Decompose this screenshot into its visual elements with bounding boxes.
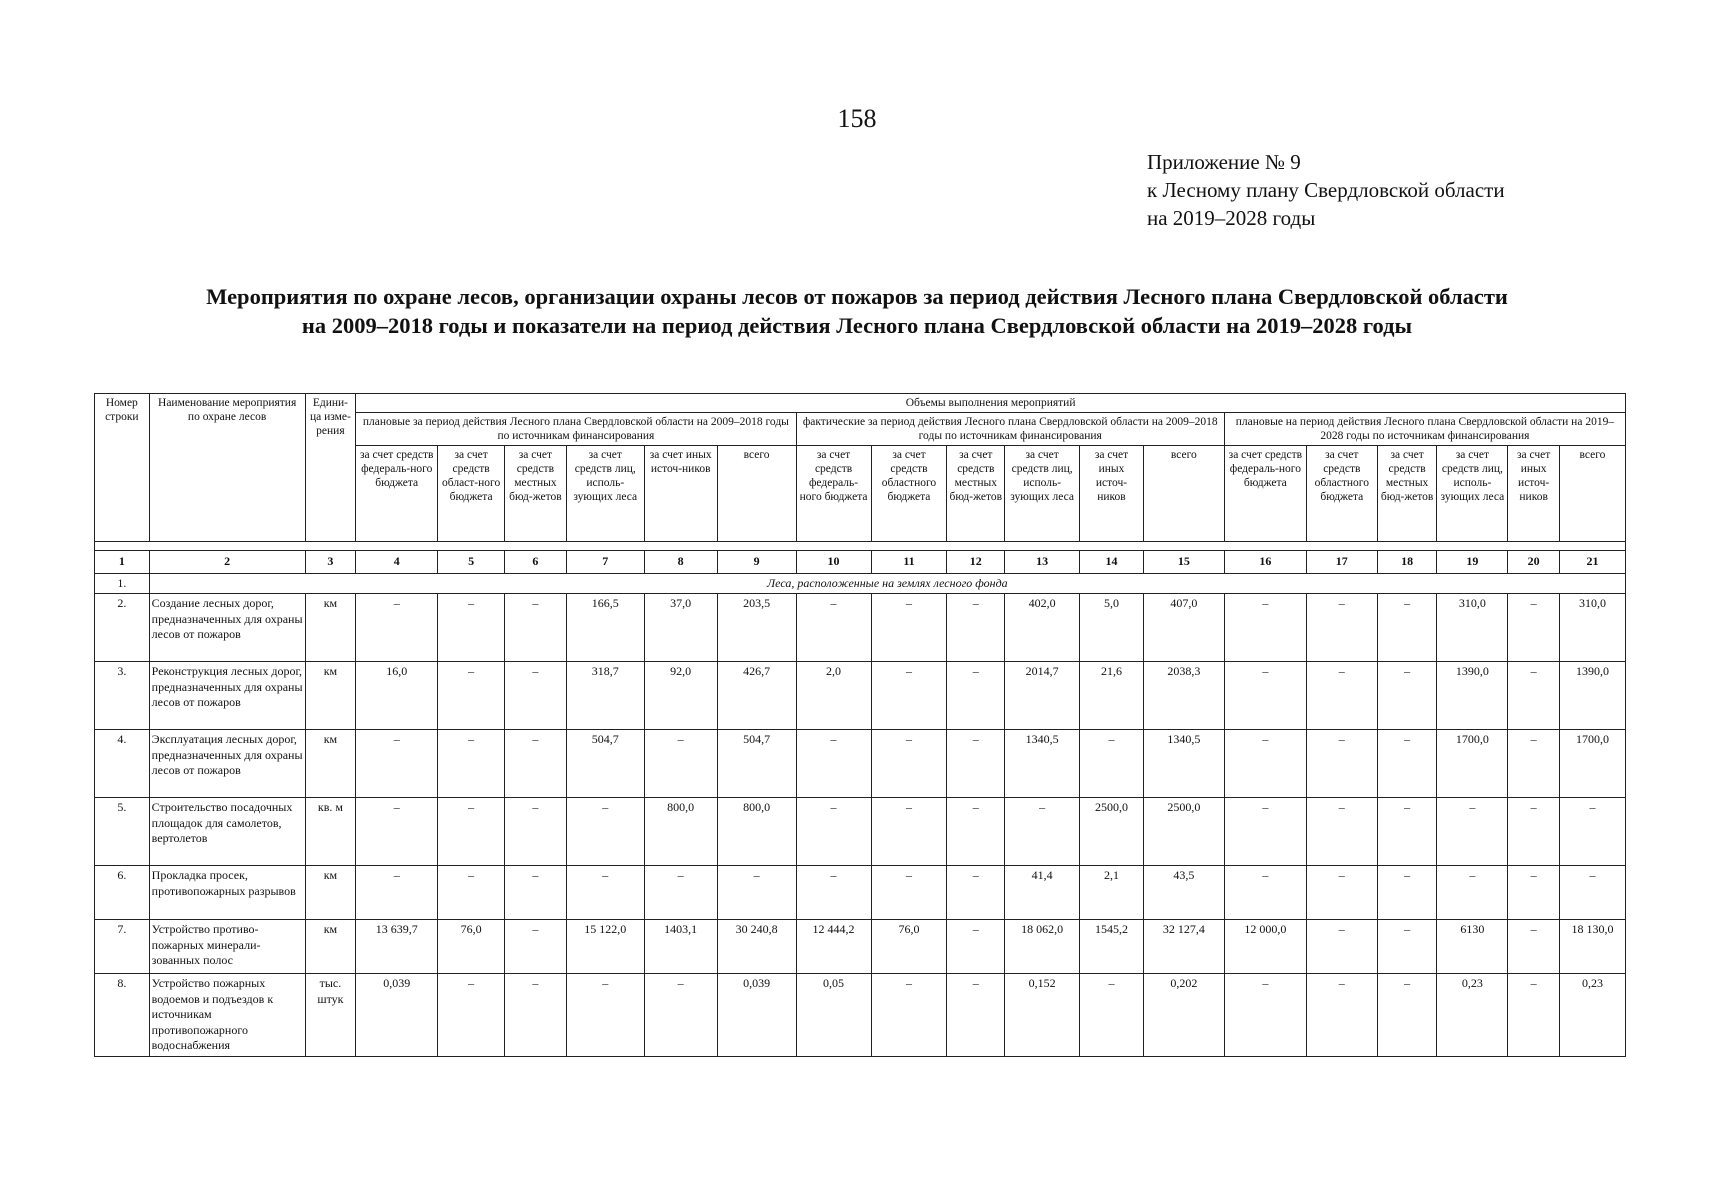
- value-cell: 76,0: [871, 920, 947, 974]
- value-cell: 18 130,0: [1559, 920, 1625, 974]
- value-cell: 37,0: [644, 594, 717, 662]
- value-cell: –: [1508, 662, 1560, 730]
- title-line-1: Мероприятия по охране лесов, организации охраны лесов от пожаров за период действия Лесного плана Свердловской области: [206, 284, 1508, 309]
- value-cell: 318,7: [566, 662, 644, 730]
- header-source-1-6: всего: [717, 446, 796, 542]
- value-cell: –: [796, 798, 871, 866]
- column-number: 3: [305, 551, 356, 574]
- column-numbers-row: [95, 551, 1626, 574]
- column-number: 20: [1508, 551, 1560, 574]
- column-number: 8: [644, 551, 717, 574]
- table-row: [95, 798, 1626, 866]
- value-cell: –: [566, 798, 644, 866]
- value-cell: –: [1437, 866, 1508, 920]
- value-cell: 800,0: [644, 798, 717, 866]
- value-cell: –: [871, 730, 947, 798]
- value-cell: –: [505, 662, 567, 730]
- value-cell: –: [505, 974, 567, 1057]
- value-cell: –: [796, 866, 871, 920]
- value-cell: –: [1306, 920, 1377, 974]
- value-cell: –: [356, 730, 438, 798]
- value-cell: 6130: [1437, 920, 1508, 974]
- column-number: 2: [149, 551, 305, 574]
- value-cell: 16,0: [356, 662, 438, 730]
- value-cell: 426,7: [717, 662, 796, 730]
- value-cell: 1700,0: [1437, 730, 1508, 798]
- value-cell: –: [871, 662, 947, 730]
- header-source-2-3: за счет средств местных бюд-жетов: [947, 446, 1005, 542]
- value-cell: –: [505, 730, 567, 798]
- value-cell: 1700,0: [1559, 730, 1625, 798]
- value-cell: 0,05: [796, 974, 871, 1057]
- column-number: 1: [95, 551, 150, 574]
- value-cell: 2014,7: [1005, 662, 1080, 730]
- value-cell: –: [1437, 798, 1508, 866]
- value-cell: –: [1306, 866, 1377, 920]
- value-cell: 12 000,0: [1224, 920, 1306, 974]
- measure-name: Строительство посадочных площадок для самолетов, вертолетов: [149, 798, 305, 866]
- header-source-1-2: за счет средств област-ного бюджета: [438, 446, 505, 542]
- header-source-2-4: за счет средств лиц, исполь-зующих леса: [1005, 446, 1080, 542]
- value-cell: 18 062,0: [1005, 920, 1080, 974]
- measure-name: Реконструкция лесных дорог, предназначенных для охраны лесов от пожаров: [149, 662, 305, 730]
- value-cell: 0,152: [1005, 974, 1080, 1057]
- value-cell: –: [947, 798, 1005, 866]
- header-volumes: Объемы выполнения мероприятий: [356, 394, 1626, 413]
- value-cell: –: [505, 594, 567, 662]
- value-cell: –: [947, 662, 1005, 730]
- value-cell: 1390,0: [1559, 662, 1625, 730]
- value-cell: –: [1306, 798, 1377, 866]
- measure-unit: км: [305, 730, 356, 798]
- value-cell: –: [566, 974, 644, 1057]
- value-cell: –: [947, 730, 1005, 798]
- value-cell: –: [644, 866, 717, 920]
- value-cell: 0,23: [1559, 974, 1625, 1057]
- header-row-1: [95, 394, 1626, 413]
- value-cell: 13 639,7: [356, 920, 438, 974]
- value-cell: –: [1559, 798, 1625, 866]
- value-cell: –: [1377, 920, 1437, 974]
- value-cell: 1340,5: [1143, 730, 1224, 798]
- value-cell: –: [644, 974, 717, 1057]
- value-cell: 203,5: [717, 594, 796, 662]
- value-cell: –: [1306, 594, 1377, 662]
- table-row: [95, 730, 1626, 798]
- value-cell: 41,4: [1005, 866, 1080, 920]
- value-cell: –: [947, 866, 1005, 920]
- value-cell: 1390,0: [1437, 662, 1508, 730]
- value-cell: –: [1005, 798, 1080, 866]
- value-cell: –: [505, 920, 567, 974]
- value-cell: 310,0: [1559, 594, 1625, 662]
- value-cell: –: [871, 974, 947, 1057]
- row-number: 5.: [95, 798, 150, 866]
- value-cell: –: [796, 594, 871, 662]
- value-cell: 800,0: [717, 798, 796, 866]
- value-cell: –: [1377, 798, 1437, 866]
- measure-unit: км: [305, 920, 356, 974]
- value-cell: 310,0: [1437, 594, 1508, 662]
- value-cell: 15 122,0: [566, 920, 644, 974]
- value-cell: –: [438, 730, 505, 798]
- header-source-1-5: за счет иных источ-ников: [644, 446, 717, 542]
- header-group-planned-2019: плановые на период действия Лесного плана Свердловской области на 2019–2028 годы по источникам финансирования: [1224, 413, 1625, 446]
- document-title: [60, 282, 1654, 340]
- row-number: 4.: [95, 730, 150, 798]
- header-source-1-3: за счет средств местных бюд-жетов: [505, 446, 567, 542]
- header-source-1-1: за счет средств федераль-ного бюджета: [356, 446, 438, 542]
- header-source-2-5: за счет иных источ-ников: [1080, 446, 1144, 542]
- row-number: 6.: [95, 866, 150, 920]
- value-cell: –: [438, 662, 505, 730]
- value-cell: –: [1306, 662, 1377, 730]
- value-cell: –: [947, 594, 1005, 662]
- page-number: 158: [837, 104, 877, 133]
- appendix-line-1: Приложение № 9: [1147, 150, 1301, 174]
- value-cell: –: [1080, 974, 1144, 1057]
- value-cell: 2,1: [1080, 866, 1144, 920]
- value-cell: 92,0: [644, 662, 717, 730]
- table-row: [95, 920, 1626, 974]
- column-number: 11: [871, 551, 947, 574]
- value-cell: 504,7: [566, 730, 644, 798]
- column-number: 12: [947, 551, 1005, 574]
- header-source-3-1: за счет средств федераль-ного бюджета: [1224, 446, 1306, 542]
- value-cell: –: [1508, 730, 1560, 798]
- measures-table-container: [94, 393, 1626, 1057]
- value-cell: –: [1224, 866, 1306, 920]
- value-cell: –: [1080, 730, 1144, 798]
- column-number: 6: [505, 551, 567, 574]
- appendix-line-3: на 2019–2028 годы: [1147, 206, 1316, 230]
- row-number: 8.: [95, 974, 150, 1057]
- header-source-3-3: за счет средств местных бюд-жетов: [1377, 446, 1437, 542]
- value-cell: –: [644, 730, 717, 798]
- measure-unit: тыс. штук: [305, 974, 356, 1057]
- header-row-number: Номер строки: [95, 394, 150, 542]
- column-number: 9: [717, 551, 796, 574]
- value-cell: 0,039: [717, 974, 796, 1057]
- value-cell: –: [1306, 730, 1377, 798]
- header-group-planned-2009: плановые за период действия Лесного плана Свердловской области на 2009–2018 годы по источникам финансирования: [356, 413, 796, 446]
- column-number: 16: [1224, 551, 1306, 574]
- value-cell: –: [1306, 974, 1377, 1057]
- value-cell: –: [1508, 920, 1560, 974]
- header-group-actual-2009: фактические за период действия Лесного плана Свердловской области на 2009–2018 годы по источникам финансирования: [796, 413, 1224, 446]
- column-number: 13: [1005, 551, 1080, 574]
- table-row: [95, 974, 1626, 1057]
- title-line-2: на 2009–2018 годы и показатели на период действия Лесного плана Свердловской области на 2019–2028 годы: [301, 313, 1413, 338]
- value-cell: 2500,0: [1143, 798, 1224, 866]
- measure-name: Устройство противо-пожарных минерали-зованных полос: [149, 920, 305, 974]
- table-row: [95, 594, 1626, 662]
- column-number: 4: [356, 551, 438, 574]
- value-cell: –: [438, 594, 505, 662]
- row-number: 2.: [95, 594, 150, 662]
- value-cell: 43,5: [1143, 866, 1224, 920]
- value-cell: 1403,1: [644, 920, 717, 974]
- value-cell: –: [566, 866, 644, 920]
- column-number: 19: [1437, 551, 1508, 574]
- appendix-line-2: к Лесному плану Свердловской области: [1147, 178, 1505, 202]
- value-cell: –: [947, 974, 1005, 1057]
- section-label: Леса, расположенные на землях лесного фонда: [149, 573, 1625, 594]
- value-cell: –: [1508, 974, 1560, 1057]
- value-cell: 407,0: [1143, 594, 1224, 662]
- header-source-3-6: всего: [1559, 446, 1625, 542]
- measures-table: [94, 393, 1626, 1057]
- measure-name: Прокладка просек, противопожарных разрывов: [149, 866, 305, 920]
- column-number: 18: [1377, 551, 1437, 574]
- value-cell: 504,7: [717, 730, 796, 798]
- header-source-2-2: за счет средств областного бюджета: [871, 446, 947, 542]
- value-cell: –: [1224, 974, 1306, 1057]
- value-cell: 2038,3: [1143, 662, 1224, 730]
- value-cell: 0,202: [1143, 974, 1224, 1057]
- header-measure-name: Наименование мероприятия по охране лесов: [149, 394, 305, 542]
- value-cell: –: [1508, 798, 1560, 866]
- measure-name: Эксплуатация лесных дорог, предназначенных для охраны лесов от пожаров: [149, 730, 305, 798]
- value-cell: 166,5: [566, 594, 644, 662]
- spacer-cell: [95, 542, 1626, 551]
- value-cell: –: [796, 730, 871, 798]
- column-number: 15: [1143, 551, 1224, 574]
- value-cell: –: [1559, 866, 1625, 920]
- measure-name: Создание лесных дорог, предназначенных для охраны лесов от пожаров: [149, 594, 305, 662]
- value-cell: –: [1377, 730, 1437, 798]
- column-number: 10: [796, 551, 871, 574]
- value-cell: 12 444,2: [796, 920, 871, 974]
- header-spacer: [95, 542, 1626, 551]
- value-cell: –: [871, 798, 947, 866]
- value-cell: 1340,5: [1005, 730, 1080, 798]
- value-cell: 2500,0: [1080, 798, 1144, 866]
- value-cell: –: [1377, 662, 1437, 730]
- column-number: 7: [566, 551, 644, 574]
- section-row: [95, 573, 1626, 594]
- value-cell: 5,0: [1080, 594, 1144, 662]
- column-number: 5: [438, 551, 505, 574]
- value-cell: –: [505, 866, 567, 920]
- value-cell: 2,0: [796, 662, 871, 730]
- column-number: 14: [1080, 551, 1144, 574]
- value-cell: –: [1377, 594, 1437, 662]
- value-cell: 30 240,8: [717, 920, 796, 974]
- value-cell: 32 127,4: [1143, 920, 1224, 974]
- measure-unit: км: [305, 594, 356, 662]
- value-cell: –: [1224, 798, 1306, 866]
- table-row: [95, 662, 1626, 730]
- row-number: 7.: [95, 920, 150, 974]
- value-cell: –: [717, 866, 796, 920]
- measure-name: Устройство пожарных водоемов и подъездов к источникам противопожарного водоснабжения: [149, 974, 305, 1057]
- value-cell: –: [356, 798, 438, 866]
- value-cell: 0,23: [1437, 974, 1508, 1057]
- value-cell: –: [438, 798, 505, 866]
- value-cell: –: [1377, 866, 1437, 920]
- header-source-3-4: за счет средств лиц, исполь-зующих леса: [1437, 446, 1508, 542]
- value-cell: –: [1377, 974, 1437, 1057]
- measure-unit: кв. м: [305, 798, 356, 866]
- value-cell: –: [505, 798, 567, 866]
- table-row: [95, 866, 1626, 920]
- value-cell: –: [1224, 730, 1306, 798]
- header-unit: Едини-ца изме-рения: [305, 394, 356, 542]
- value-cell: –: [871, 594, 947, 662]
- header-source-2-1: за счет средств федераль-ного бюджета: [796, 446, 871, 542]
- header-source-1-4: за счет средств лиц, исполь-зующих леса: [566, 446, 644, 542]
- column-number: 21: [1559, 551, 1625, 574]
- header-source-3-5: за счет иных источ-ников: [1508, 446, 1560, 542]
- value-cell: –: [438, 866, 505, 920]
- value-cell: –: [947, 920, 1005, 974]
- header-source-2-6: всего: [1143, 446, 1224, 542]
- value-cell: –: [1508, 866, 1560, 920]
- value-cell: –: [356, 594, 438, 662]
- column-number: 17: [1306, 551, 1377, 574]
- row-number: 3.: [95, 662, 150, 730]
- section-number: 1.: [95, 573, 150, 594]
- value-cell: –: [356, 866, 438, 920]
- value-cell: –: [438, 974, 505, 1057]
- appendix-note: [1147, 148, 1505, 232]
- measure-unit: км: [305, 866, 356, 920]
- value-cell: 0,039: [356, 974, 438, 1057]
- header-source-3-2: за счет средств областного бюджета: [1306, 446, 1377, 542]
- value-cell: –: [1224, 594, 1306, 662]
- measure-unit: км: [305, 662, 356, 730]
- value-cell: 402,0: [1005, 594, 1080, 662]
- value-cell: –: [871, 866, 947, 920]
- value-cell: 1545,2: [1080, 920, 1144, 974]
- value-cell: 21,6: [1080, 662, 1144, 730]
- value-cell: –: [1224, 662, 1306, 730]
- value-cell: 76,0: [438, 920, 505, 974]
- value-cell: –: [1508, 594, 1560, 662]
